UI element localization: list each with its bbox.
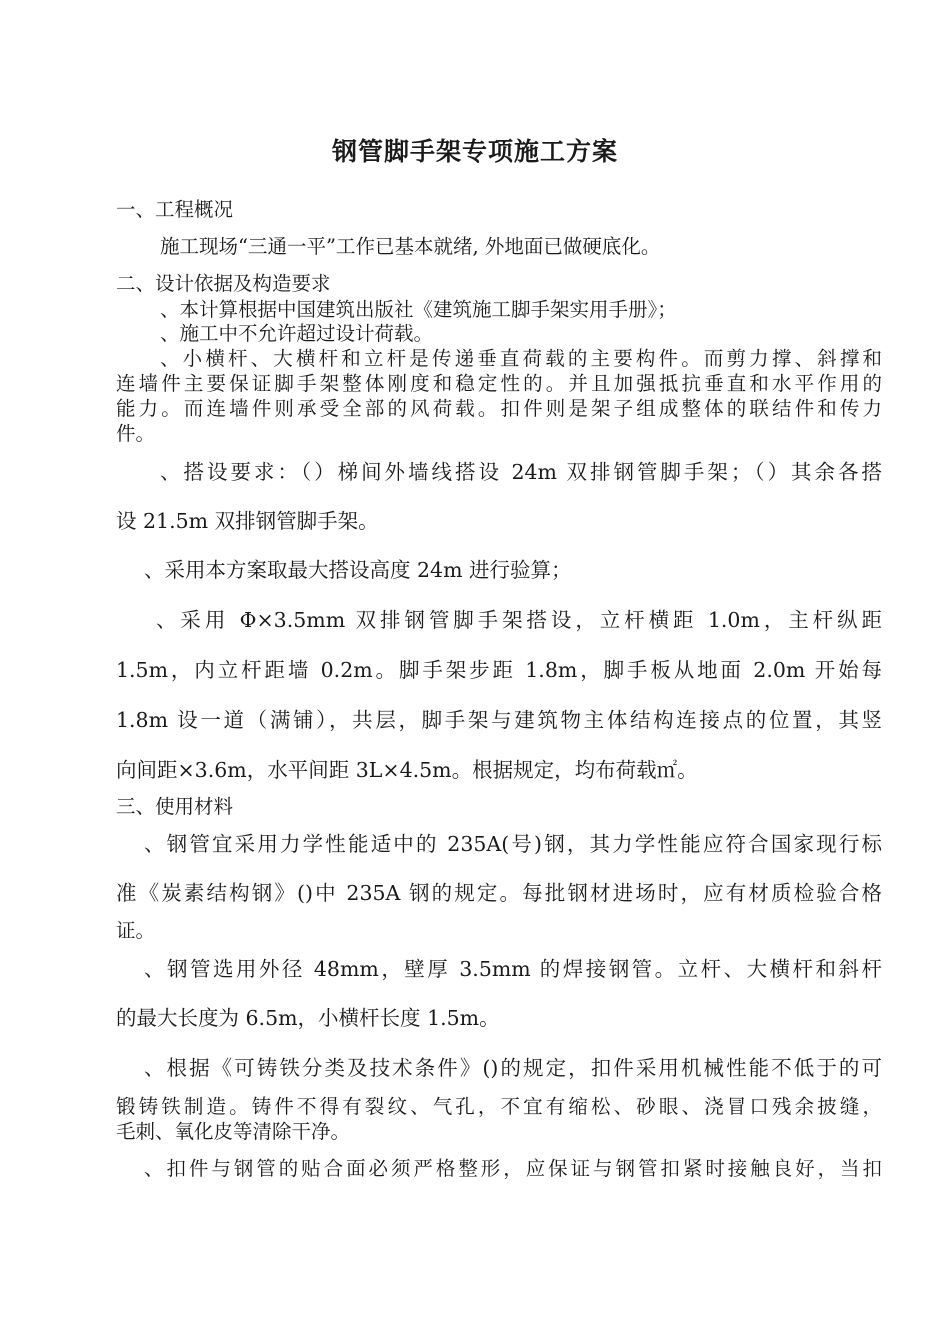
paragraph-line: 、施工中不允许超过设计荷载。 xyxy=(160,322,434,345)
paragraph-line: 向间距×3.6m，水平间距 3L×4.5m。根据规定，均布荷载㎡。 xyxy=(116,758,698,782)
paragraph-line: 、采用 Φ×3.5mm 双排钢管脚手架搭设，立杆横距 1.0m，主杆纵距 xyxy=(156,608,882,632)
paragraph-line: 、根据《可铸铁分类及技术条件》()的规定，扣件采用机械性能不低于的可 xyxy=(144,1056,882,1080)
paragraph-line: 、小横杆、大横杆和立杆是传递垂直荷载的主要构件。而剪力撑、斜撑和 xyxy=(160,347,882,370)
paragraph-line: 施工现场“三通一平”工作已基本就绪, 外地面已做硬底化。 xyxy=(160,235,661,258)
paragraph-line: 能力。而连墙件则承受全部的风荷载。扣件则是架子组成整体的联结件和传力 xyxy=(116,397,882,420)
paragraph-line: 设 21.5m 双排钢管脚手架。 xyxy=(116,509,379,533)
paragraph-line: 1.8m 设一道（满铺），共层，脚手架与建筑物主体结构连接点的位置，其竖 xyxy=(116,708,882,732)
paragraph-line: 毛刺、氧化皮等清除干净。 xyxy=(116,1120,351,1143)
paragraph-line: 准《炭素结构钢》()中 235A 钢的规定。每批钢材进场时，应有材质检验合格 xyxy=(116,881,882,905)
paragraph-line: 、钢管选用外径 48mm，壁厚 3.5mm 的焊接钢管。立杆、大横杆和斜杆 xyxy=(144,957,882,981)
paragraph-line: 、扣件与钢管的贴合面必须严格整形，应保证与钢管扣紧时接触良好，当扣 xyxy=(144,1157,882,1180)
paragraph-line: 锻铸铁制造。铸件不得有裂纹、气孔，不宜有缩松、砂眼、浇冒口残余披缝， xyxy=(116,1095,882,1118)
section-heading-1: 一、工程概况 xyxy=(116,198,234,221)
paragraph-line: 证。 xyxy=(116,919,156,942)
paragraph-line: 、采用本方案取最大搭设高度 24m 进行验算； xyxy=(144,558,572,582)
section-heading-3: 三、使用材料 xyxy=(116,795,234,818)
paragraph-line: 、搭设要求：（）梯间外墙线搭设 24m 双排钢管脚手架；（）其余各搭 xyxy=(160,460,882,484)
document-title: 钢管脚手架专项施工方案 xyxy=(331,137,618,166)
paragraph-line: 、钢管宜采用力学性能适中的 235A(号)钢，其力学性能应符合国家现行标 xyxy=(144,832,882,856)
paragraph-line: 连墙件主要保证脚手架整体刚度和稳定性的。并且加强抵抗垂直和水平作用的 xyxy=(116,372,882,395)
section-heading-2: 二、设计依据及构造要求 xyxy=(116,272,331,295)
paragraph-line: 、本计算根据中国建筑出版社《建筑施工脚手架实用手册》； xyxy=(160,298,677,321)
paragraph-line: 1.5m，内立杆距墙 0.2m。脚手架步距 1.8m，脚手板从地面 2.0m 开始每 xyxy=(116,658,882,682)
paragraph-line: 件。 xyxy=(116,422,156,445)
paragraph-line: 的最大长度为 6.5m，小横杆长度 1.5m。 xyxy=(116,1006,500,1030)
